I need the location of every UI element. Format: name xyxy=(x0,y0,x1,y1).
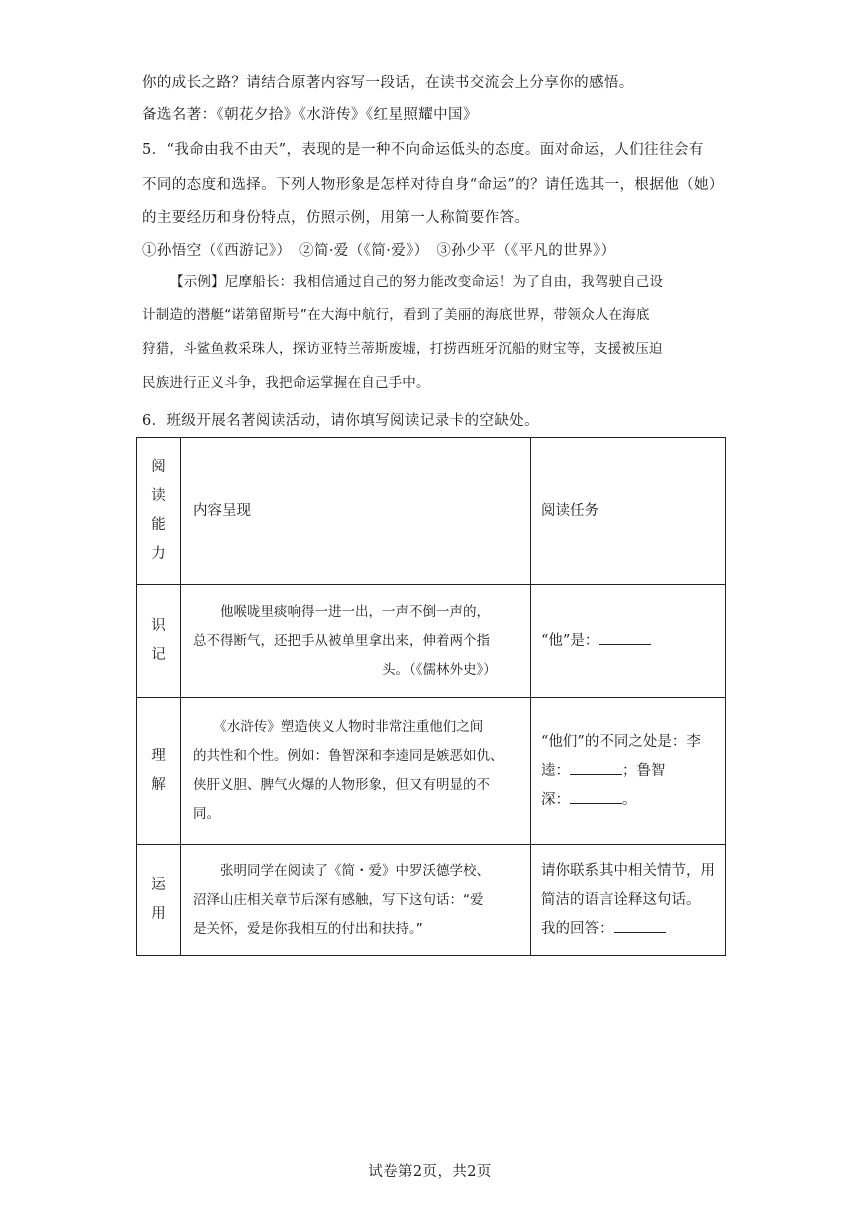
example-line: 狩猎，斗鲨鱼救采珠人，探访亚特兰蒂斯废墟，打捞西班牙沉船的财宝等，支援被压迫 xyxy=(142,341,663,357)
header-ability-char: 阅 xyxy=(151,459,166,475)
recall-task-cell xyxy=(531,585,726,698)
example-line: 计制造的潜艇“诺第留斯号”在大海中航行，看到了美丽的海底世界，带领众人在海底 xyxy=(142,307,650,323)
understand-task-line: “他们”的不同之处是：李 xyxy=(541,733,701,750)
question5-options: ①孙悟空（《西游记》） ②简·爱（《简·爱》） ③孙少平（《平凡的世界》） xyxy=(142,243,616,259)
apply-content-line: 是关怀，爱是你我相互的付出和扶持。” xyxy=(193,920,423,937)
apply-ability-char: 用 xyxy=(151,906,166,922)
header-task-cell xyxy=(531,438,726,585)
apply-task-line xyxy=(541,915,715,944)
lu-zhishen-answer-blank[interactable] xyxy=(570,789,622,804)
table-row-recall xyxy=(137,585,726,698)
recall-content-line: 他喉咙里痰响得一进一出，一声不倒一声的， xyxy=(193,603,490,620)
header-ability-char: 能 xyxy=(151,517,166,533)
apply-task-cell xyxy=(531,845,726,956)
question5-example xyxy=(142,272,722,402)
recall-content-cell xyxy=(181,585,531,698)
intro-line-1: 你的成长之路？请结合原著内容写一段话，在读书交流会上分享你的感悟。 xyxy=(142,75,634,91)
understand-task-label: ；鲁智 xyxy=(622,762,666,779)
page-footer: 试卷第2页，共2页 xyxy=(368,1164,492,1180)
question5-line-1: 5．“我命由我不由天”，表现的是一种不向命运低头的态度。面对命运，人们往往会有 xyxy=(142,142,704,158)
header-ability-cell xyxy=(137,438,181,585)
understand-task-label: 逵： xyxy=(541,762,570,779)
example-line: 民族进行正义斗争，我把命运掌握在自己手中。 xyxy=(142,375,430,391)
recall-answer-blank[interactable] xyxy=(599,630,651,645)
apply-ability-cell xyxy=(137,845,181,956)
understand-ability-char: 理 xyxy=(151,748,166,764)
example-line: 【示例】尼摩船长：我相信通过自己的努力能改变命运！为了自由，我驾驶自己设 xyxy=(170,274,664,290)
recall-ability-char: 记 xyxy=(151,647,166,663)
reading-record-card xyxy=(136,437,726,956)
understand-task-line xyxy=(541,786,715,815)
understand-ability-cell xyxy=(137,698,181,845)
understand-ability-char: 解 xyxy=(151,777,166,793)
apply-ability-char: 运 xyxy=(151,877,166,893)
intro-line-2: 备选名著：《朝花夕拾》《水浒传》《红星照耀中国》 xyxy=(142,107,478,123)
table-header-row xyxy=(137,438,726,585)
understand-task-line xyxy=(541,757,715,786)
question5-line-3: 的主要经历和身份特点，仿照示例，用第一人称简要作答。 xyxy=(142,210,530,226)
header-ability-char: 力 xyxy=(151,546,166,562)
header-task-label: 阅读任务 xyxy=(541,502,599,519)
apply-content-line: 沼泽山庄相关章节后深有感触，写下这句话：“爱 xyxy=(193,891,484,908)
recall-content-line: 总不得断气，还把手从被单里拿出来，伸着两个指 xyxy=(193,632,490,649)
header-content-cell xyxy=(181,438,531,585)
header-content-label: 内容呈现 xyxy=(193,502,251,519)
understand-content-cell xyxy=(181,698,531,845)
recall-ability-char: 识 xyxy=(151,618,166,634)
understand-task-cell xyxy=(531,698,726,845)
understand-content-line: 同。 xyxy=(193,806,220,822)
understand-content-line: 《水浒传》塑造侠义人物时非常注重他们之间 xyxy=(193,719,484,735)
recall-task-prompt: “他”是： xyxy=(541,632,600,649)
li-kui-answer-blank[interactable] xyxy=(570,760,622,775)
apply-content-line: 张明同学在阅读了《简・爱》中罗沃德学校、 xyxy=(193,862,490,879)
apply-task-label: 我的回答： xyxy=(541,920,614,937)
recall-task-line xyxy=(541,627,715,656)
understand-content-line: 侠肝义胆、脾气火爆的人物形象，但又有明显的不 xyxy=(193,777,490,793)
apply-task-line: 简洁的语言诠释这句话。 xyxy=(541,891,701,908)
table-row-apply xyxy=(137,845,726,956)
apply-task-line: 请你联系其中相关情节，用 xyxy=(541,862,715,879)
question6-text: 6．班级开展名著阅读活动，请你填写阅读记录卡的空缺处。 xyxy=(142,413,540,429)
recall-ability-cell xyxy=(137,585,181,698)
understand-task-label: 。 xyxy=(622,791,637,808)
table-row-understand xyxy=(137,698,726,845)
understand-content-line: 的共性和个性。例如：鲁智深和李逵同是嫉恶如仇、 xyxy=(193,748,504,764)
my-answer-blank[interactable] xyxy=(614,918,666,933)
understand-task-label: 深： xyxy=(541,791,570,808)
header-ability-char: 读 xyxy=(151,488,166,504)
apply-content-cell xyxy=(181,845,531,956)
question5-line-2: 不同的态度和选择。下列人物形象是怎样对待自身“命运”的？请任选其一，根据他（她） xyxy=(142,177,724,193)
recall-content-line: 头。（《儒林外史》） xyxy=(193,661,497,678)
